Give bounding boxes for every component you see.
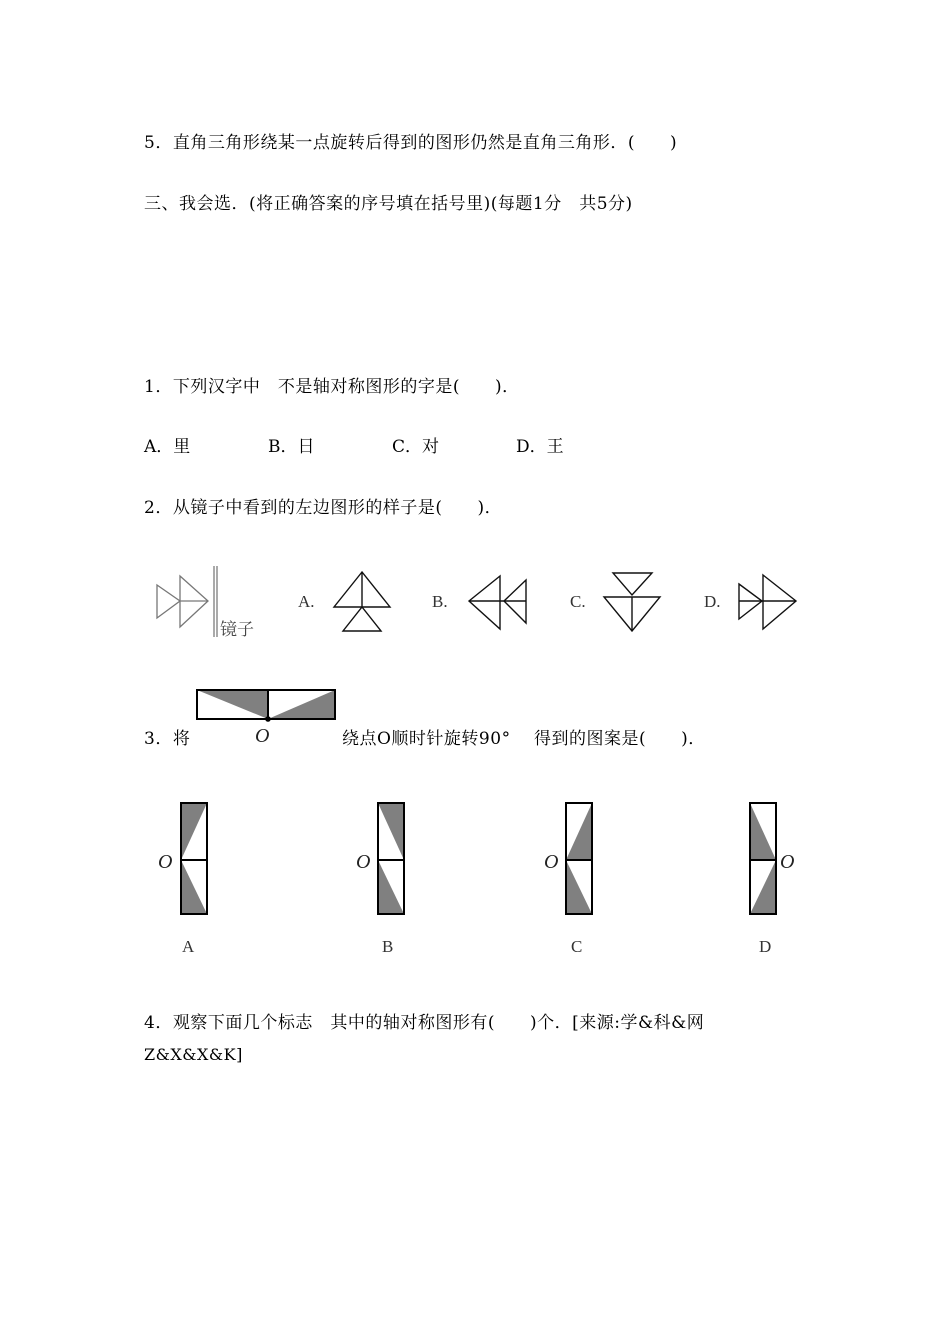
- q3-option-a-label: A: [182, 937, 195, 956]
- question-4-source: Z&X&X&K]: [144, 1045, 243, 1064]
- q3-option-a-point: O: [158, 851, 173, 873]
- q2-option-c-label: C.: [570, 592, 586, 611]
- question-2-text: 2．从镜子中看到的左边图形的样子是( )．: [144, 498, 503, 518]
- q1-option-c: C．对: [392, 437, 440, 457]
- q2-option-b-label: B.: [432, 592, 448, 611]
- q3-option-d-point: O: [780, 851, 795, 873]
- mirror-label: 镜子: [220, 620, 254, 640]
- section-3-title: 三、我会选．(将正确答案的序号填在括号里)(每题1分 共5分): [144, 194, 633, 214]
- judge-question-5: 5．直角三角形绕某一点旋转后得到的图形仍然是直角三角形．( ): [144, 133, 678, 153]
- q3-option-c-point: O: [544, 851, 559, 873]
- q1-option-d: D．王: [516, 437, 564, 457]
- q2-option-a-label: A.: [298, 592, 315, 611]
- q2-option-d-label: D.: [704, 592, 721, 611]
- q3-option-b-label: B: [382, 937, 394, 956]
- q1-option-a: A．里: [144, 437, 191, 457]
- q3-point-label: O: [255, 725, 270, 747]
- question-1-text: 1．下列汉字中 不是轴对称图形的字是( )．: [144, 377, 520, 397]
- question-3-text-after: 绕点O顺时针旋转90° 得到的图案是( )．: [342, 729, 706, 749]
- q3-option-c-shape: [566, 803, 592, 914]
- q3-option-d-shape: [750, 803, 776, 914]
- question-4-text: 4．观察下面几个标志 其中的轴对称图形有( )个．[来源:学&科&网: [144, 1013, 705, 1033]
- q3-option-c-label: C: [571, 937, 583, 956]
- q1-option-b: B．日: [268, 437, 315, 457]
- q3-option-a-shape: [181, 803, 207, 914]
- q3-option-b-point: O: [356, 851, 371, 873]
- q3-option-b-shape: [378, 803, 404, 914]
- q3-option-d-label: D: [759, 937, 772, 956]
- question-3-text-before: 3．将: [144, 729, 191, 749]
